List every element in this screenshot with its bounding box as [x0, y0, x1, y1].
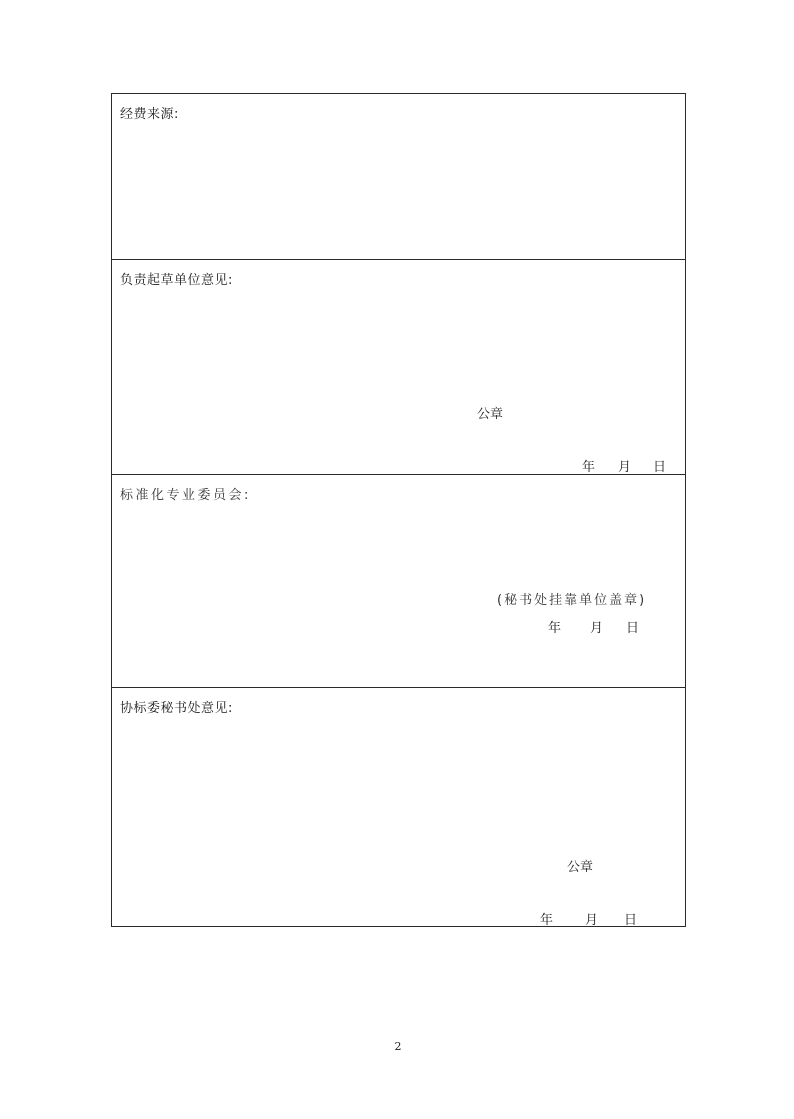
- drafting-unit-label: 负责起草单位意见:: [120, 273, 233, 288]
- committee-label: 标准化专业委员会:: [120, 488, 251, 503]
- funding-section: [112, 94, 685, 260]
- date-year-label: 年: [540, 913, 554, 928]
- secretariat-date: [112, 909, 685, 928]
- date-day-label: 日: [624, 913, 638, 928]
- approval-form-table: [111, 93, 686, 927]
- secretariat-section: [112, 688, 685, 926]
- date-month-label: 月: [590, 621, 604, 636]
- date-year-label: 年: [548, 621, 562, 636]
- secretariat-label: 协标委秘书处意见:: [120, 701, 233, 716]
- funding-label: 经费来源:: [120, 107, 179, 122]
- date-month-label: 月: [585, 913, 599, 928]
- secretariat-seal-label: 公章: [567, 860, 594, 875]
- drafting-unit-seal-label: 公章: [477, 407, 504, 422]
- page-number: 2: [394, 1040, 402, 1053]
- drafting-unit-section: [112, 260, 685, 475]
- date-day-label: 日: [626, 621, 640, 636]
- date-month-label: 月: [618, 460, 632, 475]
- committee-section: [112, 475, 685, 688]
- date-year-label: 年: [582, 460, 596, 475]
- date-day-label: 日: [653, 460, 667, 475]
- committee-date: [112, 617, 685, 636]
- drafting-unit-date: [112, 456, 685, 475]
- committee-seal-note: (秘书处挂靠单位盖章): [497, 593, 647, 608]
